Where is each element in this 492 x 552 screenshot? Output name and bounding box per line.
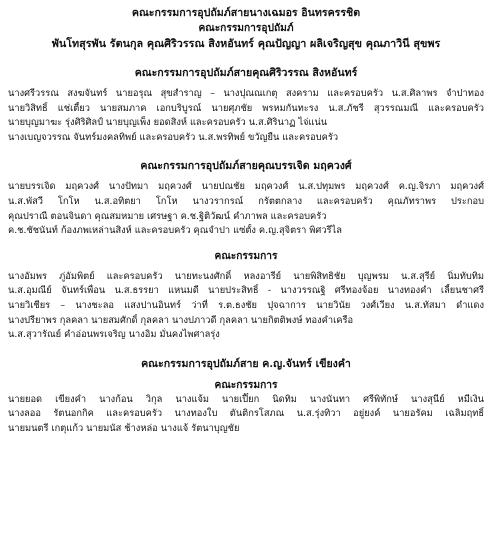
name-line: น.ส.อุมณีย์ จันทร์เพื่อน น.ส.ธรรยา แหนมดี นายประสิทธิ์ - นางวรรณฐิ ศรีทองจ้อย นางทองคำ เลี้ยนชาศรี	[8, 285, 484, 297]
name-line: นางเบญจวรรณ จันทร์มงคลทิพย์ และครอบครัว น.ส.พรทิพย์ ขวัญยืน และครอบครัว	[8, 131, 339, 143]
section-chan	[8, 357, 484, 437]
section-title: คณะกรรมการอุปถัมภ์สายคุณศิริวรรณ สิงหอันทร์	[134, 67, 358, 79]
patron-names: พันโทสุรพัน รัตนกุล คุณศิริวรรณ สิงหอันทร์ คุณปัญญา ผลิเจริญสุข คุณภาวินี สุขพร	[51, 37, 441, 50]
section-title: คณะกรรมการอุปถัมภ์สายนางเฉมอร อินทรครรชิต	[131, 7, 361, 19]
section-banchoet	[8, 159, 484, 238]
name-line: ค.ช.ชัชนันท์ ก้องภพเหล่านสิงห์ และครอบครัว คุณจำปา แซ่ตั้ง ค.ญ.สุจิตรา พิศวรีไล	[8, 225, 342, 237]
name-line: นายมนตรี เกตุแก้ว นายมนัส ช้างหล่อ นางแจ้ รัตนาบุญชัย	[8, 422, 240, 434]
name-line: นางอัมพร ภู่อัมพิตย์ และครอบครัว นายทะนงศักดิ์ หลงอารีย์ นายพิสิทธิชัย บุญพรม น.ส.สุรีย์ นิ่มทับทิม	[8, 270, 484, 282]
section-title: คณะกรรมการอุปถัมภ์สาย ค.ญ.จันทร์ เขียงคำ	[141, 357, 351, 370]
name-line: คุณปราณี ตอนจินดา คุณสมหมาย เศรษฐา ค.ช.ฐิติวัฒน์ คำภาพล และครอบครัว	[8, 210, 327, 222]
name-line: นายวิสิทธิ์ แช่เตี้ยว นายสมภาค เอกบริบูรณ์ นายศุภชัย พรหมกันทะรง น.ส.ภัชรี สุวรรณมณี และครอบครัว	[8, 102, 484, 114]
name-line: น.ส.สุวารัณย์ คำอ่อนพรเจริญ นางอิม มั่นคงไพศาลรุ่ง	[8, 329, 220, 341]
section-title: คณะกรรมการอุปถัมภ์สายคุณบรรเจิด มฤควงศ์	[140, 160, 352, 173]
name-line: นายยอด เขียงคำ นางก้อน วิกุล นางแจ้ม นายเปี๊ยก นิดทิม นางนันทา ศรีพิทักษ์ นางสุนีย์ หมีเงิน	[8, 393, 484, 405]
section-title: คณะกรรมการ	[214, 249, 278, 262]
section-committee	[8, 249, 484, 343]
name-line: นายบรรเจิด มฤควงศ์ นางปัทมา มฤควงศ์ นายปณชัย มฤควงศ์ น.ส.ปทุมพร มฤควงศ์ ค.ญ.จิรภา มฤควงศ์	[8, 181, 484, 193]
section-siriwan	[8, 66, 484, 145]
section-subtitle: คณะกรรมการ	[214, 378, 278, 391]
name-line: นางปรียาพร กุลคลา นายสมศักดิ์ กุลคลา นางปภาวดี กุลคลา นายกิตติพงษ์ ทองคำเครือ	[8, 314, 354, 326]
section-subtitle: คณะกรรมการอุปถัมภ์	[198, 22, 294, 34]
name-line: นายบุญมาฆะ รุ่งศิริศิลป์ นายบุญเพ็ง ยอดสิงห์ และครอบครัว น.ส.ศิรินาฏ ไจ่แน่น	[8, 117, 328, 129]
section-intharakanchit	[8, 6, 484, 52]
name-line: น.ส.พัสวี โกโห น.ส.อทิตยา โกโห นางวรากรณ์ กรัตตกลาง และครอบครัว คุณภัทราพร ประกอบ	[8, 195, 484, 207]
name-line: นางลออ รัตนอกกิค และครอบครัว นางทองใบ ตันติกรโสภณ น.ส.รุ่งทิวา อยู่ยงค์ นายอรัคม เฉลิมฤทธิ์	[8, 408, 484, 420]
name-line: นายวิเชียร – นางชะลอ แสงปานอินทร์ ว่าที่ ร.ต.ธงชัย ปุจฉาการ นายวินัย วงศ์เวียง น.ส.ทัสมา ดำแดง	[8, 299, 484, 311]
name-line: นางศรีวรรณ สงฆจันทร์ นายอรุณ สุขสำราญ – นางปุณณเกตุ สงคราม และครอบครัว น.ส.ศิลาพร จำปาทอง	[8, 88, 484, 99]
